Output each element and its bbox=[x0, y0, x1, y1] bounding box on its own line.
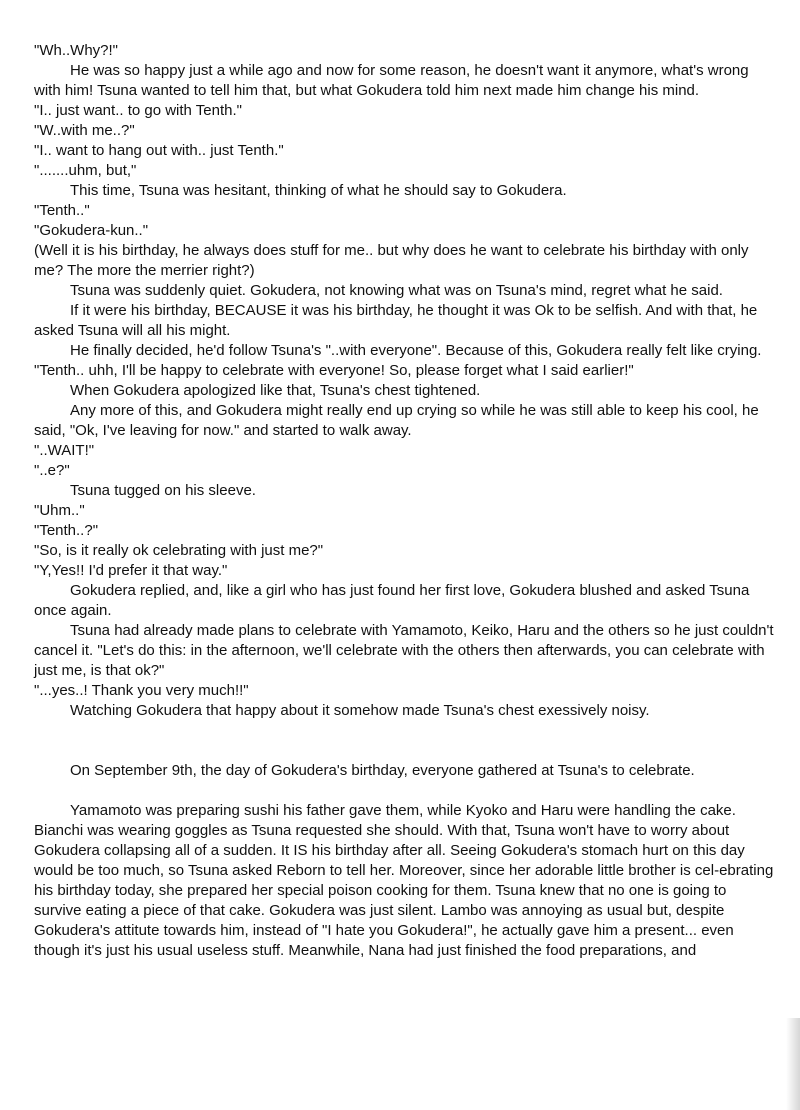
paragraph-spacer bbox=[34, 781, 774, 801]
paragraph-list bbox=[34, 41, 774, 721]
dialogue-line: "I.. just want.. to go with Tenth." bbox=[34, 102, 242, 119]
dialogue-line: "...yes..! Thank you very much!!" bbox=[34, 682, 249, 699]
dialogue-line: "Tenth.." bbox=[34, 202, 90, 219]
narration-paragraph: When Gokudera apologized like that, Tsuna's chest tightened. bbox=[70, 382, 481, 399]
dialogue-line: "Uhm.." bbox=[34, 502, 85, 519]
section-break bbox=[34, 721, 774, 761]
dialogue-line: "Tenth..?" bbox=[34, 522, 99, 539]
section-opening-paragraph: On September 9th, the day of Gokudera's birthday, everyone gathered at Tsuna's to celebrate. bbox=[70, 762, 695, 779]
dialogue-line: "W..with me..?" bbox=[34, 122, 135, 139]
narration-paragraph: Any more of this, and Gokudera might really end up crying so while he was still able to keep his cool, he said, "Ok, I've leaving for now." and started to walk away. bbox=[34, 402, 759, 439]
dialogue-line: "Y,Yes!! I'd prefer it that way." bbox=[34, 562, 228, 579]
dialogue-line: "..WAIT!" bbox=[34, 442, 95, 459]
dialogue-line: (Well it is his birthday, he always does stuff for me.. but why does he want to celebrate his birthday with only me? The more the merrier right?) bbox=[34, 242, 749, 279]
section-body-paragraph: Yamamoto was preparing sushi his father gave them, while Kyoko and Haru were handling the cake. Bianchi was wearing goggles as Tsuna requested she should. With that, Tsuna won't have to worry about Gokudera collapsing all of a sudden. It IS his birthday after all. Seeing Gokudera's stomach hurt on this day would be too much, so Tsuna asked Reborn to tell her. Moreover, since her adorable little brother is cel-ebrating his birthday today, she prepared her special poison cooking for them. Tsuna knew that no one is going to survive eating a piece of that cake. Gokudera was just silent. Lambo was annoying as usual but, despite Gokudera's attitute towards him, instead of "I hate you Gokudera!", he actually gave him a present... even though it's just his usual useless stuff. Meanwhile, Nana had just finished the food preparations, and bbox=[34, 802, 774, 959]
dialogue-line: "..e?" bbox=[34, 462, 70, 479]
narration-paragraph: He finally decided, he'd follow Tsuna's "..with everyone". Because of this, Gokudera really felt like crying. bbox=[70, 342, 762, 359]
dialogue-line: "Wh..Why?!" bbox=[34, 42, 118, 59]
narration-paragraph: Tsuna tugged on his sleeve. bbox=[70, 482, 256, 499]
dialogue-line: "I.. want to hang out with.. just Tenth." bbox=[34, 142, 284, 159]
document-page bbox=[34, 41, 774, 961]
dialogue-line: "Tenth.. uhh, I'll be happy to celebrate with everyone! So, please forget what I said earlier!" bbox=[34, 362, 634, 379]
narration-paragraph: If it were his birthday, BECAUSE it was his birthday, he thought it was Ok to be selfish. And with that, he asked Tsuna will all his might. bbox=[34, 302, 758, 339]
narration-paragraph: This time, Tsuna was hesitant, thinking of what he should say to Gokudera. bbox=[70, 182, 567, 199]
dialogue-line: ".......uhm, but," bbox=[34, 162, 137, 179]
narration-paragraph: Tsuna had already made plans to celebrate with Yamamoto, Keiko, Haru and the others so he just couldn't cancel it. "Let's do this: in the afternoon, we'll celebrate with the others then afterwards, you can celebrate with just me, is that ok?" bbox=[34, 622, 774, 679]
dialogue-line: "So, is it really ok celebrating with just me?" bbox=[34, 542, 324, 559]
narration-paragraph: Gokudera replied, and, like a girl who has just found her first love, Gokudera blushed and asked Tsuna once again. bbox=[34, 582, 750, 619]
narration-paragraph: Watching Gokudera that happy about it somehow made Tsuna's chest exessively noisy. bbox=[70, 702, 650, 719]
narration-paragraph: Tsuna was suddenly quiet. Gokudera, not knowing what was on Tsuna's mind, regret what he said. bbox=[70, 282, 723, 299]
page-edge-shadow bbox=[786, 1018, 800, 1110]
dialogue-line: "Gokudera-kun.." bbox=[34, 222, 149, 239]
narration-paragraph: He was so happy just a while ago and now for some reason, he doesn't want it anymore, what's wrong with him! Tsuna wanted to tell him that, but what Gokudera told him next made him change his mind. bbox=[34, 62, 749, 99]
